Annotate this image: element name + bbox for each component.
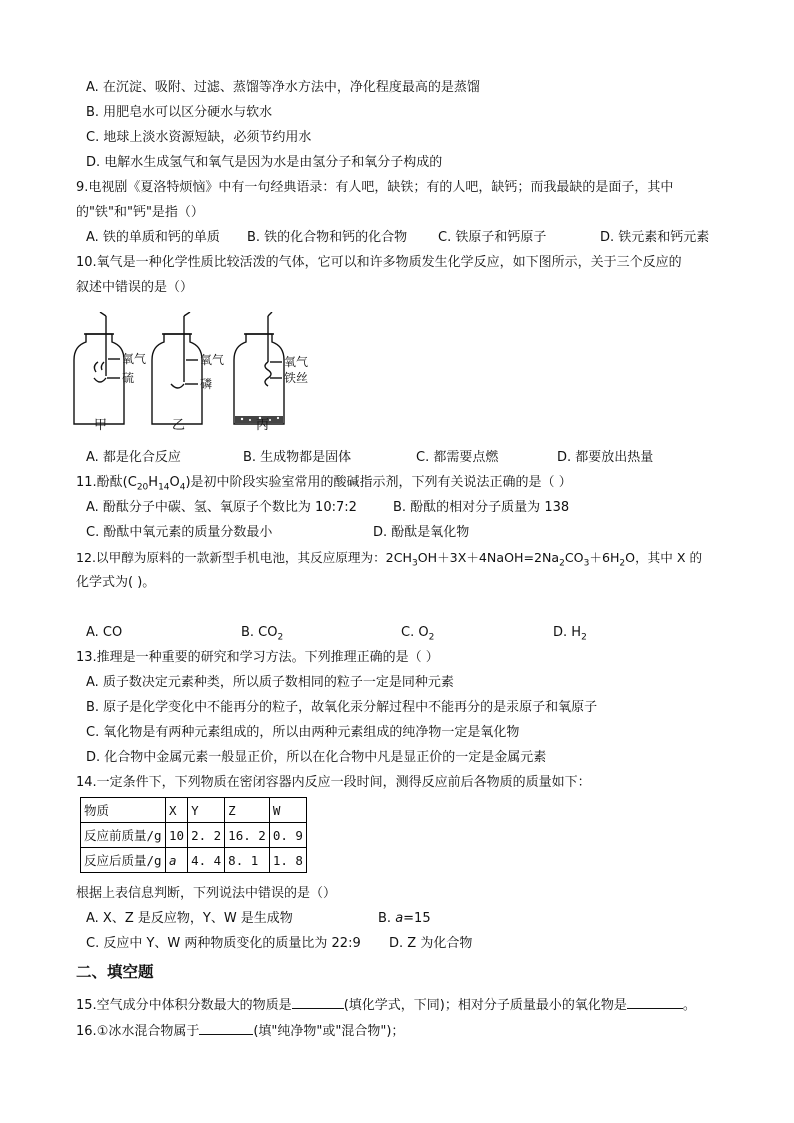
table-cell: a bbox=[166, 848, 188, 873]
q9-option-b: B. 铁的化合物和钙的化合物 bbox=[247, 230, 408, 245]
q11-option-c: C. 酚酞中氧元素的质量分数最小 bbox=[86, 525, 273, 540]
table-cell: 8. 1 bbox=[225, 848, 270, 873]
q16-stem: 16.①冰水混合物属于 (填"纯净物"或"混合物")； bbox=[76, 1024, 405, 1039]
table-cell: 反应前质量/g bbox=[81, 823, 166, 848]
q9-stem-line1: 9.电视剧《夏洛特烦恼》中有一句经典语录：有人吧，缺铁；有的人吧，缺钙；而我最缺的是面子，其中 bbox=[76, 180, 674, 195]
mass-table bbox=[80, 797, 307, 873]
q14-option-a: A. X、Z 是反应物，Y、W 是生成物 bbox=[86, 911, 293, 926]
q15-blank-1[interactable] bbox=[292, 996, 344, 1009]
jar1-gas-label: 氧气 bbox=[122, 352, 147, 366]
table-header-row bbox=[81, 798, 307, 823]
table-cell: X bbox=[166, 798, 188, 823]
jar3-name: 丙 bbox=[256, 418, 270, 433]
q13-option-d: D. 化合物中金属元素一般显正价，所以在化合物中凡是显正价的一定是金属元素 bbox=[86, 750, 547, 765]
q11-option-b: B. 酚酞的相对分子质量为 138 bbox=[393, 500, 570, 515]
table-cell: 16. 2 bbox=[225, 823, 270, 848]
q13-option-a: A. 质子数决定元素种类，所以质子数相同的粒子一定是同种元素 bbox=[86, 675, 454, 690]
q12-option-b: B. $CO_2$ bbox=[241, 625, 284, 643]
q13-stem: 13.推理是一种重要的研究和学习方法。下列推理正确的是（ ） bbox=[76, 650, 439, 665]
q10-option-d: D. 都要放出热量 bbox=[557, 450, 654, 465]
q11-stem: 11.酚酞$(C_{20}H_{14}O_4)$是初中阶段实验室常用的酸碱指示剂，下列有关说法正确的是（ ） bbox=[76, 475, 572, 493]
q14-option-b: B. a=15 bbox=[378, 911, 431, 926]
q10-stem-line1: 10.氧气是一种化学性质比较活泼的气体，它可以和许多物质发生化学反应，如下图所示，关于三个反应的 bbox=[76, 255, 682, 270]
jar3-gas-label: 氧气 bbox=[284, 355, 309, 369]
q9-option-d: D. 铁元素和钙元素 bbox=[600, 230, 710, 245]
table-cell: 2. 2 bbox=[188, 823, 225, 848]
combustion-jars-figure bbox=[70, 312, 310, 430]
q12-option-c: C. $O_2$ bbox=[401, 625, 435, 643]
q12-stem-line2: 化学式为( )。 bbox=[76, 575, 156, 590]
table-cell: 1. 8 bbox=[269, 848, 306, 873]
q14-stem: 14.一定条件下，下列物质在密闭容器内反应一段时间，测得反应前后各物质的质量如下： bbox=[76, 775, 591, 790]
table-row bbox=[81, 823, 307, 848]
q8-option-c: C. 地球上淡水资源短缺，必须节约用水 bbox=[86, 130, 312, 145]
table-cell: 物质 bbox=[81, 798, 166, 823]
q13-option-b: B. 原子是化学变化中不能再分的粒子，故氧化汞分解过程中不能再分的是汞原子和氧原子 bbox=[86, 700, 598, 715]
q9-stem-line2: 的"铁"和"钙"是指（） bbox=[76, 205, 204, 220]
q11-option-d: D. 酚酞是氧化物 bbox=[373, 525, 470, 540]
q12-option-a: A. CO bbox=[86, 625, 123, 640]
q13-option-c: C. 氧化物是有两种元素组成的，所以由两种元素组成的纯净物一定是氧化物 bbox=[86, 725, 520, 740]
table-row bbox=[81, 848, 307, 873]
q8-option-a: A. 在沉淀、吸附、过滤、蒸馏等净水方法中，净化程度最高的是蒸馏 bbox=[86, 80, 480, 95]
q12-stem-line1: 12.以甲醇为原料的一款新型手机电池，其反应原理为：$2CH_3OH+3X+4NaOH=2Na_2CO_3+6H_2O$，其中 X 的 bbox=[76, 550, 703, 569]
q15-stem: 15.空气成分中体积分数最大的物质是 (填化学式，下同)；相对分子质量最小的氧化物是 。 bbox=[76, 998, 696, 1013]
table-cell: Y bbox=[188, 798, 225, 823]
table-cell: 10 bbox=[166, 823, 188, 848]
q10-option-c: C. 都需要点燃 bbox=[416, 450, 499, 465]
q8-option-b: B. 用肥皂水可以区分硬水与软水 bbox=[86, 105, 273, 120]
jar2-solid-label: 磷 bbox=[200, 377, 213, 391]
table-cell: 反应后质量/g bbox=[81, 848, 166, 873]
jar1-name: 甲 bbox=[94, 418, 108, 433]
table-cell: W bbox=[269, 798, 306, 823]
table-cell: 4. 4 bbox=[188, 848, 225, 873]
q9-option-c: C. 铁原子和钙原子 bbox=[438, 230, 547, 245]
table-cell: 0. 9 bbox=[269, 823, 306, 848]
q9-option-a: A. 铁的单质和钙的单质 bbox=[86, 230, 220, 245]
q15-blank-2[interactable] bbox=[627, 996, 683, 1009]
q11-option-a: A. 酚酞分子中碳、氢、氧原子个数比为 10:7:2 bbox=[86, 500, 357, 515]
q10-option-b: B. 生成物都是固体 bbox=[243, 450, 352, 465]
jar3-solid-label: 铁丝 bbox=[284, 371, 309, 385]
q12-option-d: D. $H_2$ bbox=[553, 625, 587, 643]
q8-option-d: D. 电解水生成氢气和氧气是因为水是由氢分子和氧分子构成的 bbox=[86, 155, 443, 170]
q14-option-c: C. 反应中 Y、W 两种物质变化的质量比为 22:9 bbox=[86, 936, 361, 951]
jar2-name: 乙 bbox=[172, 418, 186, 433]
q14-after-text: 根据上表信息判断，下列说法中错误的是（） bbox=[76, 886, 337, 901]
section-title: 二、填空题 bbox=[76, 963, 154, 981]
q16-blank-1[interactable] bbox=[199, 1022, 253, 1035]
q10-stem-line2: 叙述中错误的是（） bbox=[76, 280, 194, 295]
table-cell: Z bbox=[225, 798, 270, 823]
q10-option-a: A. 都是化合反应 bbox=[86, 450, 181, 465]
jar1-solid-label: 硫 bbox=[122, 371, 135, 385]
q14-option-d: D. Z 为化合物 bbox=[389, 936, 473, 951]
jar2-gas-label: 氧气 bbox=[200, 353, 225, 367]
